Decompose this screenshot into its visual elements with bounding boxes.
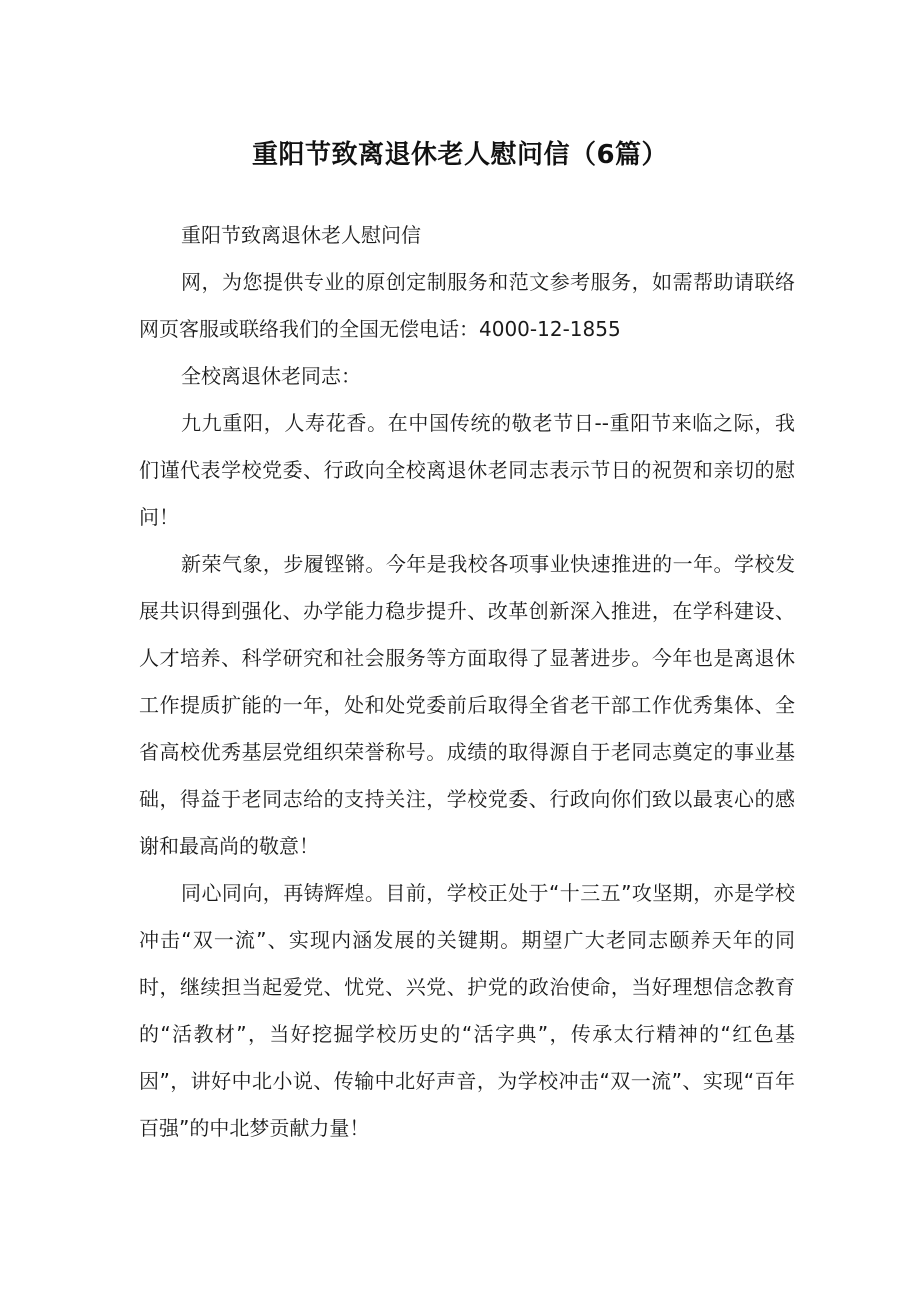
achievements-paragraph: 新荣气象，步履铿锵。今年是我校各项事业快速推进的一年。学校发展共识得到强化、办学能力稳步提升、改革创新深入推进，在学科建设、人才培养、科学研究和社会服务等方面取得了显著进步。今年也是离退休工作提质扩能的一年，处和处党委前后取得全省老干部工作优秀集体、全省高校优秀基层党组织荣誉称号。成绩的取得源自于老同志奠定的事业基础，得益于老同志给的支持关注，学校党委、行政向你们致以最衷心的感谢和最高尚的敬意！ [139,552,795,858]
expectations-paragraph: 同心同向，再铸辉煌。目前，学校正处于“十三五”攻坚期，亦是学校冲击“双一流”、实现内涵发展的关键期。期望广大老同志颐养天年的同时，继续担当起爱党、忧党、兴党、护党的政治使命，当好理想信念教育的“活教材”，当好挖掘学校历史的“活字典”，传承太行精神的“红色基因”，讲好中北小说、传输中北好声音，为学校冲击“双一流”、实现“百年百强”的中北梦贡献力量！ [139,881,795,1140]
service-notice-paragraph: 网，为您提供专业的原创定制服务和范文参考服务，如需帮助请联络网页客服或联络我们的全国无偿电话：4000-12-1855 [139,270,795,341]
letter-heading: 重阳节致离退休老人慰问信 [181,223,421,247]
salutation: 全校离退休老同志： [181,364,361,388]
document-body [139,212,795,1152]
greeting-paragraph: 九九重阳，人寿花香。在中国传统的敬老节日--重阳节来临之际，我们谨代表学校党委、行政向全校离退休老同志表示节日的祝贺和亲切的慰问！ [139,411,795,529]
document-title: 重阳节致离退休老人慰问信（6篇） [251,140,669,171]
